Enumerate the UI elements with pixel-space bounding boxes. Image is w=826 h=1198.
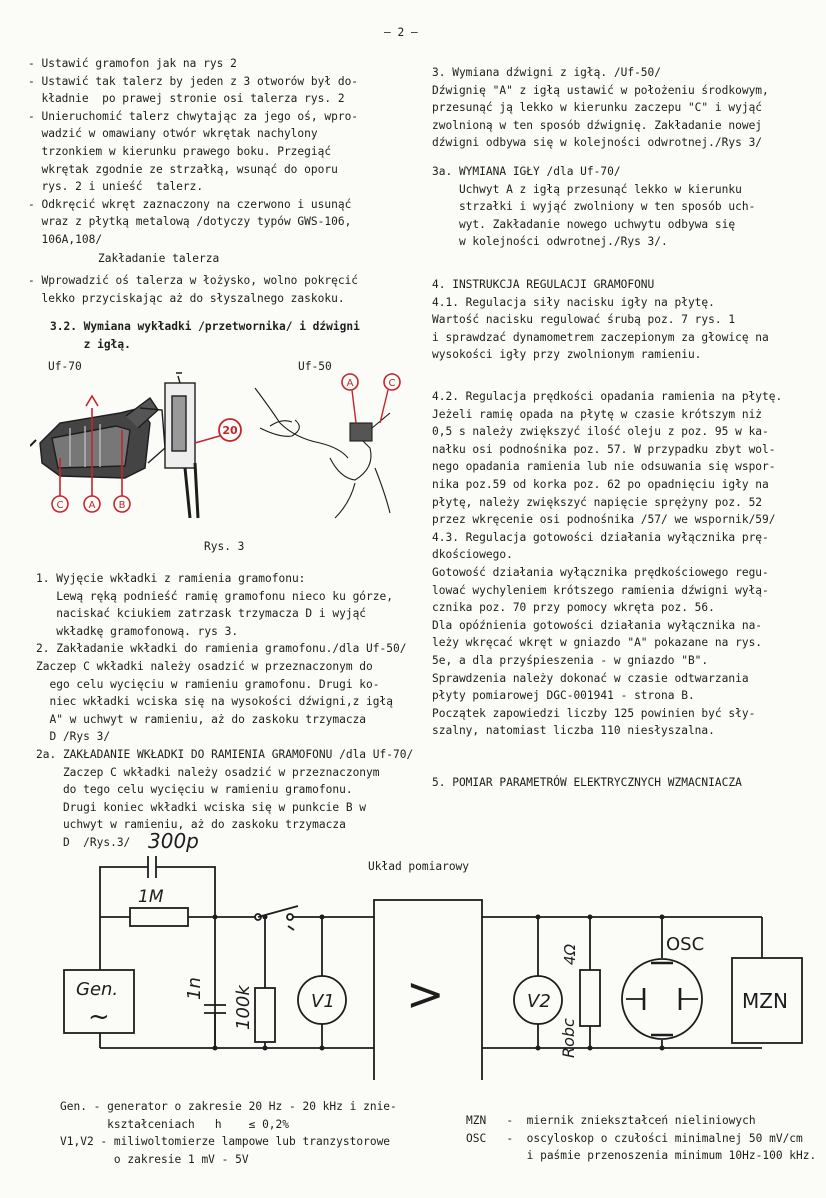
left-top-line: - Unieruchomić talerz chwytając za jego oś, wpro-: [28, 109, 359, 123]
cartridge-figure: [30, 368, 420, 538]
right-42-line: nałku osi podnośnika poz. 57. W przypadku zbyt wol-: [432, 442, 776, 456]
right-42-line: 4.2. Regulacja prędkości opadania ramienia na płytę.: [432, 390, 783, 403]
left-bottom-line: D /Rys 3/: [36, 730, 111, 744]
res-1m-label: 1M: [138, 887, 164, 907]
section-4-regulation: [432, 276, 769, 364]
fig-label-uf70: Uf-70: [48, 360, 82, 373]
left-top-line: wraz z płytką metalową /dotyczy typów GWS-106,: [28, 215, 352, 229]
legend-left: [60, 1098, 397, 1168]
uf50-red-pointers: [352, 390, 388, 423]
mzn-label: MZN: [742, 989, 788, 1013]
right-42-line: przez wkręcenie osi podnośnika /57/ we wspornik/59/: [432, 513, 776, 527]
label-c-uf70: C: [56, 500, 64, 511]
left-bottom-line: niec wkładki wciska się na wysokości dźwigni,z igłą: [36, 695, 393, 709]
v1-label: V1: [311, 991, 335, 1012]
legend-right-line: MZN - miernik zniekształceń nieliniowych: [466, 1114, 756, 1127]
legend-left-line: V1,V2 - miliwoltomierze lampowe lub tranzystorowe: [60, 1135, 391, 1149]
label-20: 20: [222, 424, 238, 437]
left-bottom-instructions: [36, 570, 413, 852]
left-top-line: - Odkręcić wkręt zaznaczony na czerwono i usunąć: [28, 197, 352, 211]
section-5-heading: 5. POMIAR PARAMETRÓW ELEKTRYCZNYCH WZMACNIACZA: [432, 776, 742, 789]
right-3a-line: Uchwyt A z igłą przesunąć lekko w kierunku: [432, 182, 742, 196]
left-top-line: trzonkiem w kierunku prawego boku. Przegiąć: [28, 144, 332, 158]
left-top-line: wkrętak zgodnie ze strzałką, wsunąć do oporu: [28, 162, 338, 176]
left-top-line: rys. 2 i unieść talerz.: [28, 180, 204, 194]
legend-right-line: i paśmie przenoszenia minimum 10Hz-100 kHz.: [466, 1149, 817, 1163]
left-top-line: - Ustawić gramofon jak na rys 2: [28, 57, 237, 70]
section-3-2-heading: [50, 318, 360, 353]
left-bottom-line: do tego celu wycięciu w ramieniu gramofonu.: [36, 783, 353, 797]
right-4-line: wysokości igły przy zwolnionym ramieniu.: [432, 348, 702, 362]
right-42-line: leży wkręcać wkręt w gniazdo "A" pokazane na rys.: [432, 636, 763, 650]
gen-label: Gen.: [76, 979, 119, 1000]
v2-label: V2: [527, 991, 551, 1012]
right-4-line: 4. INSTRUKCJA REGULACJI GRAMOFONU: [432, 278, 655, 291]
zakladanie-text-line: - Wprowadzić oś talerza w łożysko, wolno pokręcić: [28, 274, 359, 287]
label-a-uf50: A: [346, 378, 354, 389]
left-top-instructions: [28, 55, 358, 249]
amplifier-symbol: >: [406, 967, 445, 1021]
right-42-line: Sprawdzenia należy dokonać w czasie odtwarzania: [432, 671, 749, 685]
right-top-line: przesunąć ją lekko w kierunku zaczepu "C" i wyjąć: [432, 101, 763, 115]
legend-left-line: o zakresie 1 mV - 5V: [60, 1152, 249, 1166]
figure-caption: Rys. 3: [204, 540, 245, 553]
cap-1n-label: 1n: [184, 977, 205, 1000]
left-bottom-line: A" w uchwyt w ramieniu, aż do zaskoku trzymacza: [36, 712, 367, 726]
sec32-line: 3.2. Wymiana wykładki /przetwornika/ i dźwigni: [50, 320, 360, 333]
right-42-line: płyty pomiarowej DGC-001941 - strona B.: [432, 689, 695, 703]
zakladanie-text-line: lekko przyciskając aż do słyszalnego zaskoku.: [28, 291, 345, 305]
right-3a-line: w kolejności odwrotnej./Rys 3/.: [432, 235, 668, 249]
label-b-uf70: B: [118, 500, 126, 511]
cap-300p-label: 300p: [148, 830, 199, 853]
label-c-uf50: C: [388, 378, 396, 389]
left-bottom-line: Zaczep C wkładki należy osadzić w przeznaczonym: [36, 765, 380, 779]
right-42-line: Gotowość działania wyłącznika prędkościowego regu-: [432, 565, 769, 579]
left-top-line: wadzić w omawiany otwór wkrętak nachylony: [28, 127, 318, 141]
right-42-line: 0,5 s należy zwiększyć ilość oleju z poz. 95 w ka-: [432, 425, 769, 439]
legend-right: [466, 1112, 816, 1165]
right-3a-line: strzałki i wyjąć zwolniony w ten sposób uch-: [432, 200, 756, 214]
zakladanie-title: Zakładanie talerza: [98, 252, 220, 265]
right-42-line: Jeżeli ramię opada na płytę w czasie krótszym niż: [432, 407, 763, 421]
uf70-cartridge-illustration: [30, 398, 165, 478]
left-bottom-line: 2a. ZAKŁADANIE WKŁADKI DO RAMIENIA GRAMOFONU /dla Uf-70/: [36, 747, 414, 761]
right-42-line: nika poz.59 od korka poz. 62 po opadnięciu igły na: [432, 477, 769, 491]
uf50-hand-illustration: [255, 388, 390, 518]
fig-label-uf50: Uf-50: [298, 360, 332, 373]
right-42-line: lować wychyleniem krótszego ramienia dźwigni wyłą-: [432, 583, 769, 597]
legend-right-line: OSC - oscyloskop o czułości minimalnej 50 mV/cm: [466, 1131, 803, 1145]
section-4-2-4-3: [432, 388, 782, 740]
right-top-line: dźwigni odbywa się w kolejności odwrotnej./Rys 3/: [432, 136, 763, 150]
right-4-line: Wartość nacisku regulować śrubą poz. 7 rys. 1: [432, 313, 736, 327]
right-3a-line: wyt. Zakładanie nowego uchwytu odbywa się: [432, 217, 736, 231]
legend-left-line: Gen. - generator o zakresie 20 Hz - 20 kHz i znie-: [60, 1100, 397, 1113]
zakladanie-text: [28, 272, 358, 307]
right-42-line: nego opadania ramienia lub nie odsuwania się wspor-: [432, 460, 776, 474]
right-3a-line: 3a. WYMIANA IGŁY /dla Uf-70/: [432, 165, 621, 178]
res-4ohm-label: 4Ω: [561, 943, 579, 965]
right-42-line: płytę, należy zwiększyć napięcie sprężyny poz. 52: [432, 495, 763, 509]
left-bottom-line: wkładkę gramofonową. rys 3.: [36, 624, 239, 638]
measurement-circuit-diagram: [0, 830, 826, 1080]
left-bottom-line: 2. Zakładanie wkładki do ramienia gramofonu./dla Uf-50/: [36, 642, 407, 656]
right-42-line: dkościowego.: [432, 548, 513, 562]
left-bottom-line: D /Rys.3/: [36, 835, 131, 849]
left-bottom-line: naciskać kciukiem zatrzask trzymacza D i wyjąć: [36, 607, 367, 621]
right-4-line: i sprawdzać dynamometrem zaczepionym za głowicę na: [432, 330, 769, 344]
left-top-line: 106A,108/: [28, 232, 103, 246]
right-top-line: Dźwignię "A" z igłą ustawić w położeniu środkowym,: [432, 83, 769, 97]
left-bottom-line: Drugi koniec wkładki wciska się w punkcie B w: [36, 800, 367, 814]
right-42-line: Dla opóźnienia gotowości działania wyłącznika na-: [432, 618, 763, 632]
label-a-uf70: A: [88, 500, 96, 511]
section-3-lever: [432, 64, 769, 152]
left-top-line: kładnie po prawej stronie osi talerza rys. 2: [28, 92, 345, 106]
tonearm-detail-illustration: [165, 373, 230, 518]
gen-symbol: ~: [88, 1002, 110, 1032]
left-bottom-line: Lewą ręką podnieść ramię gramofonu nieco ku górze,: [36, 589, 393, 603]
right-42-line: 5e, a dla przyśpieszenia - w gniazdo "B".: [432, 653, 709, 667]
right-42-line: 4.3. Regulacja gotowości działania wyłącznika prę-: [432, 530, 769, 544]
res-100k-label: 100k: [233, 985, 254, 1030]
page-number: — 2 —: [384, 26, 418, 39]
right-42-line: szalny, natomiast liczba 110 niesłyszalna.: [432, 724, 715, 738]
left-bottom-line: ego celu wycięciu w ramieniu gramofonu. Drugi ko-: [36, 677, 380, 691]
right-42-line: Początek zapowiedzi liczby 125 powinien być sły-: [432, 706, 756, 720]
left-bottom-line: 1. Wyjęcie wkładki z ramienia gramofonu:: [36, 572, 306, 585]
left-top-line: - Ustawić tak talerz by jeden z 3 otworów był do-: [28, 74, 359, 88]
legend-left-line: kształceniach h ≤ 0,2%: [60, 1117, 290, 1131]
sec32-line: z igłą.: [50, 337, 131, 351]
left-bottom-line: uchwyt w ramieniu, aż do zaskoku trzymacza: [36, 818, 346, 832]
right-top-line: 3. Wymiana dźwigni z igłą. /Uf-50/: [432, 66, 662, 79]
right-4-line: 4.1. Regulacja siły nacisku igły na płytę.: [432, 295, 715, 309]
robc-label: Robc: [559, 1018, 578, 1058]
osc-label: OSC: [666, 934, 705, 955]
section-3a-needle: [432, 163, 755, 251]
right-top-line: zwolnioną w ten sposób dźwignię. Zakładanie nowej: [432, 118, 763, 132]
right-42-line: cznika poz. 70 przy pomocy wkręta poz. 56.: [432, 601, 715, 615]
left-bottom-line: Zaczep C wkładki należy osadzić w przeznaczonym do: [36, 659, 373, 673]
circuit-title: Układ pomiarowy: [368, 860, 470, 873]
